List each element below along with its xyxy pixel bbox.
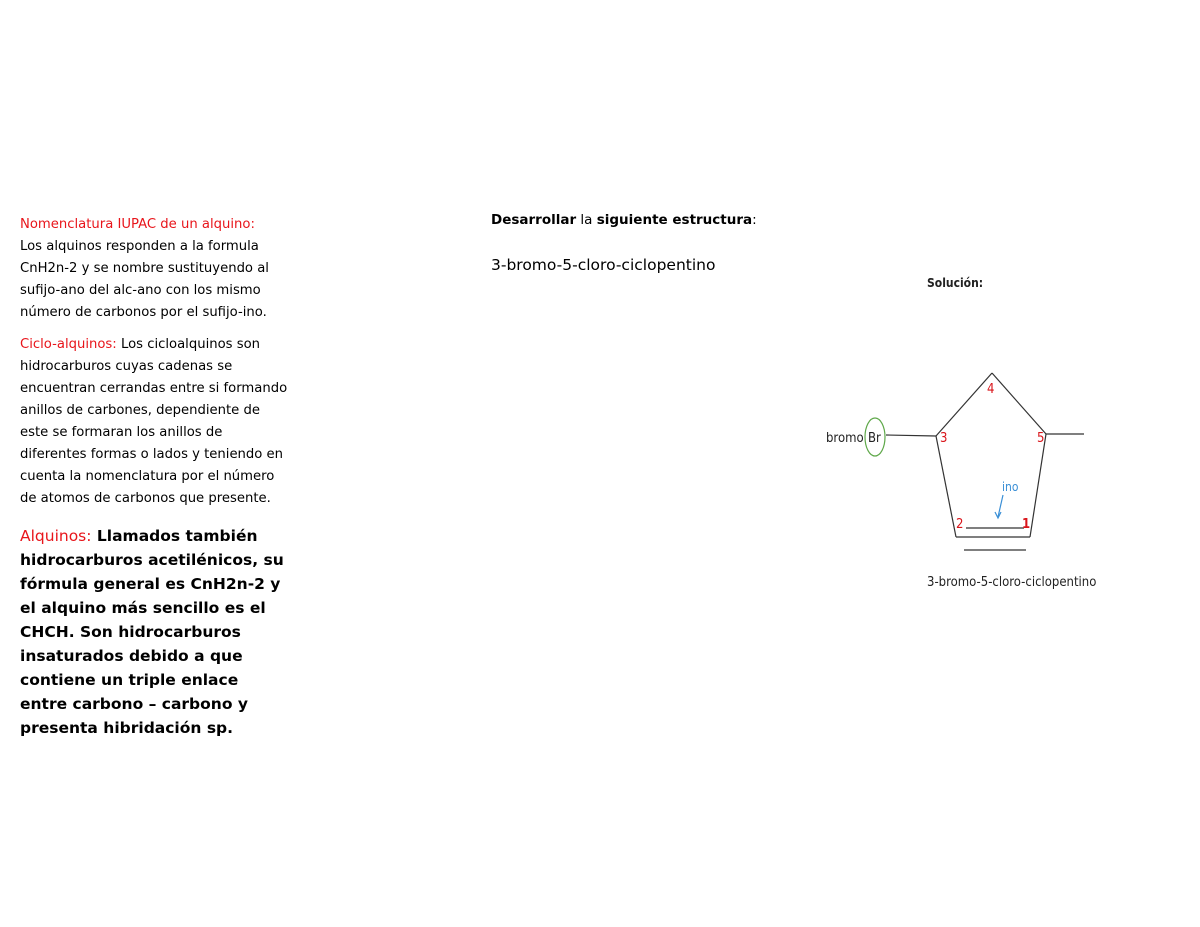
ino-label: ino (1002, 480, 1019, 494)
theory-column (20, 214, 290, 750)
diagram-caption: 3-bromo-5-cloro-ciclopentino (927, 575, 1097, 590)
bond-5-1 (1030, 434, 1046, 537)
bond-3-2 (936, 436, 956, 537)
iupac-text: Los alquinos responden a la formula CnH2n-2 y se nombre sustituyendo al sufijo-ano del alc-ano con los mismo número de carbonos por el sufijo-ino. (20, 239, 269, 320)
carbon-number-1: 1 (1022, 517, 1031, 532)
alkyne-text: Llamados también hidrocarburos acetilénicos, su fórmula general es CnH2n-2 y el alquino más sencillo es el CHCH. Son hidrocarburos insaturados debido a que contiene un triple enlace entre carbono – carbono y presenta hibridación sp. (20, 527, 284, 737)
bond-4-5 (992, 373, 1046, 434)
exercise-title-bold-1: Desarrollar (491, 212, 577, 228)
exercise-title-normal: la (576, 212, 597, 228)
solution-label: Solución: (927, 276, 984, 290)
carbon-number-2: 2 (956, 517, 964, 532)
iupac-heading: Nomenclatura IUPAC de un alquino: (20, 217, 255, 232)
exercise-title-colon: : (752, 212, 757, 228)
iupac-paragraph (20, 214, 290, 324)
exercise-title-bold-2: siguiente estructura (596, 212, 753, 228)
bond-br (886, 435, 936, 436)
bond-3-4 (936, 373, 995, 436)
alkyne-heading: Alquinos: (20, 527, 92, 545)
alkyne-paragraph (20, 524, 290, 740)
bromo-label: bromo (826, 431, 864, 446)
carbon-number-3: 3 (940, 431, 948, 446)
carbon-number-5: 5 (1037, 431, 1045, 446)
carbon-number-4: 4 (987, 382, 995, 397)
cycloalkyne-heading: Ciclo-alquinos: (20, 337, 117, 352)
exercise-title (491, 212, 757, 228)
cycloalkyne-paragraph (20, 334, 290, 510)
structure-diagram (800, 260, 1120, 600)
br-atom-label: Br (868, 431, 881, 446)
compound-name: 3-bromo-5-cloro-ciclopentino (491, 256, 716, 274)
cycloalkyne-text: Los cicloalquinos son hidrocarburos cuyas cadenas se encuentran cerrandas entre si formando anillos de carbones, dependiente de este se formaran los anillos de diferentes formas o lados y teniendo en cuenta la nomenclatura por el número de atomos de carbonos que presente. (20, 337, 288, 506)
cyclopentyne-ring (886, 373, 1084, 550)
